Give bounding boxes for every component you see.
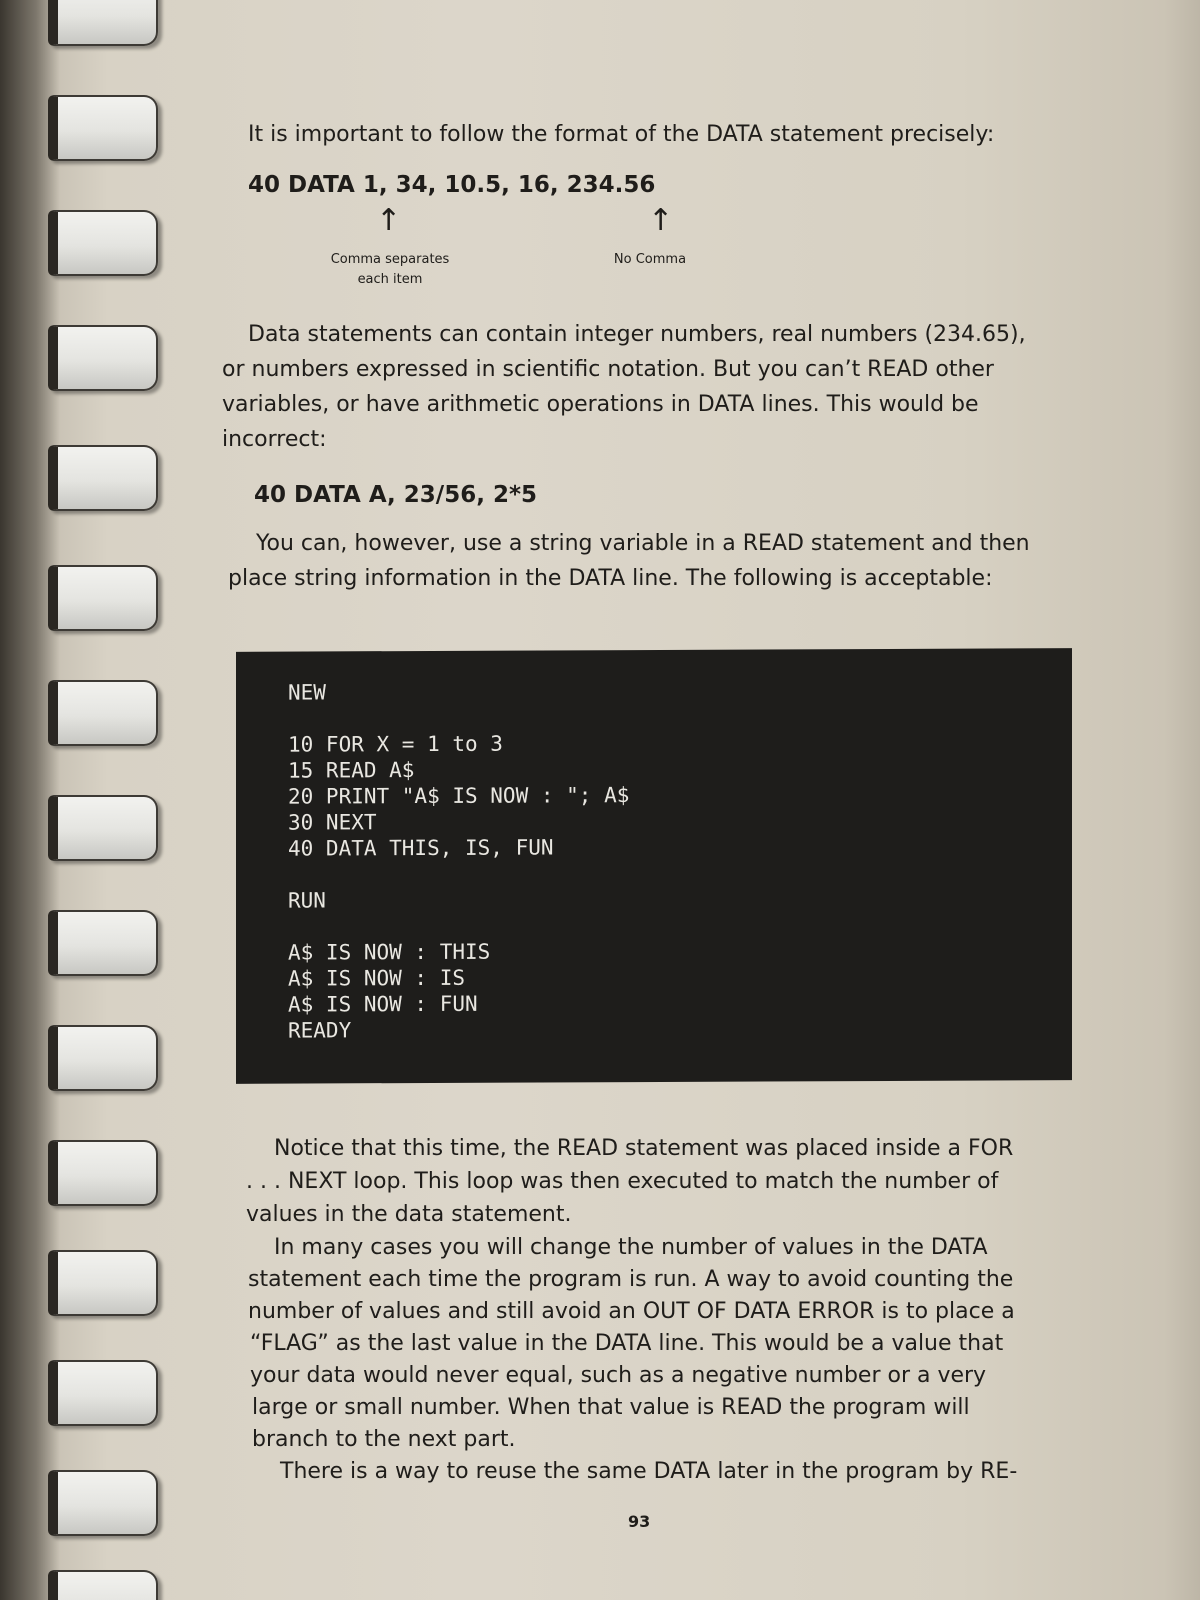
screen-line: 20 PRINT "A$ IS NOW : "; A$ — [288, 783, 630, 809]
data-example-2: 40 DATA A, 23/56, 2*5 — [254, 482, 537, 508]
screen-output — [288, 678, 629, 1043]
paragraph-line: “FLAG” as the last value in the DATA line. This would be a value that — [250, 1331, 1004, 1356]
spiral-coil — [48, 565, 158, 631]
spiral-coil — [48, 1570, 158, 1600]
paragraph-line: place string information in the DATA line. The following is acceptable: — [228, 566, 993, 591]
paragraph-line: large or small number. When that value is READ the program will — [252, 1395, 970, 1420]
paragraph-line: incorrect: — [222, 427, 327, 452]
spiral-coil — [48, 1250, 158, 1316]
page-number: 93 — [628, 1512, 651, 1531]
spiral-coil — [48, 680, 158, 746]
spiral-coil — [48, 0, 158, 46]
screen-line: 10 FOR X = 1 to 3 — [288, 731, 503, 757]
screen-line: 40 DATA THIS, IS, FUN — [288, 835, 554, 861]
spiral-coil — [48, 1470, 158, 1536]
spiral-coil — [48, 95, 158, 161]
screen-line: A$ IS NOW : IS — [288, 965, 466, 991]
annotation-comma-separates — [315, 250, 465, 290]
paragraph-line: branch to the next part. — [252, 1427, 516, 1452]
paragraph-line: In many cases you will change the number of values in the DATA — [274, 1235, 988, 1260]
paragraph-line: You can, however, use a string variable in a READ statement and then — [256, 531, 1030, 556]
intro-text: It is important to follow the format of the DATA statement precisely: — [248, 122, 995, 147]
spiral-coil — [48, 1140, 158, 1206]
screen-line — [288, 860, 629, 887]
computer-screen — [236, 648, 1072, 1084]
screen-line: READY — [288, 1018, 352, 1043]
spiral-coil — [48, 910, 158, 976]
screen-line: RUN — [288, 888, 326, 913]
screen-line — [288, 704, 629, 731]
screen-line: 15 READ A$ — [288, 758, 415, 783]
paragraph-line: variables, or have arithmetic operations in DATA lines. This would be — [222, 392, 979, 417]
data-example-1: 40 DATA 1, 34, 10.5, 16, 234.56 — [248, 172, 656, 198]
spiral-coil — [48, 795, 158, 861]
paragraph-reuse: There is a way to reuse the same DATA later in the program by RE- — [280, 1459, 1018, 1484]
annotation-no-comma: No Comma — [613, 252, 687, 267]
spiral-coil — [48, 210, 158, 276]
screen-line: A$ IS NOW : THIS — [288, 939, 491, 965]
screen-line: 30 NEXT — [288, 810, 377, 835]
up-arrow-icon: ↑ — [648, 203, 674, 238]
screen-line: NEW — [288, 680, 326, 705]
paragraph-line: Notice that this time, the READ statement was placed inside a FOR — [274, 1136, 1014, 1161]
paragraph-line: number of values and still avoid an OUT OF DATA ERROR is to place a — [248, 1299, 1015, 1324]
annotation-line: each item — [357, 272, 423, 287]
annotation-line: Comma separates — [330, 252, 450, 267]
screen-line: A$ IS NOW : FUN — [288, 991, 478, 1017]
spiral-coil — [48, 1360, 158, 1426]
up-arrow-icon: ↑ — [376, 203, 402, 238]
paragraph-line: values in the data statement. — [246, 1202, 572, 1227]
paragraph-line: . . . NEXT loop. This loop was then executed to match the number of — [246, 1169, 999, 1194]
spiral-coil — [48, 445, 158, 511]
screen-line — [288, 912, 629, 939]
spiral-coil — [48, 325, 158, 391]
paragraph-line: your data would never equal, such as a negative number or a very — [250, 1363, 987, 1388]
spiral-binding — [0, 0, 175, 1600]
paragraph-line: statement each time the program is run. A way to avoid counting the — [248, 1267, 1014, 1292]
spiral-coil — [48, 1025, 158, 1091]
paragraph-line: or numbers expressed in scientific notation. But you can’t READ other — [222, 357, 994, 382]
paragraph-line: Data statements can contain integer numbers, real numbers (234.65), — [248, 322, 1026, 347]
